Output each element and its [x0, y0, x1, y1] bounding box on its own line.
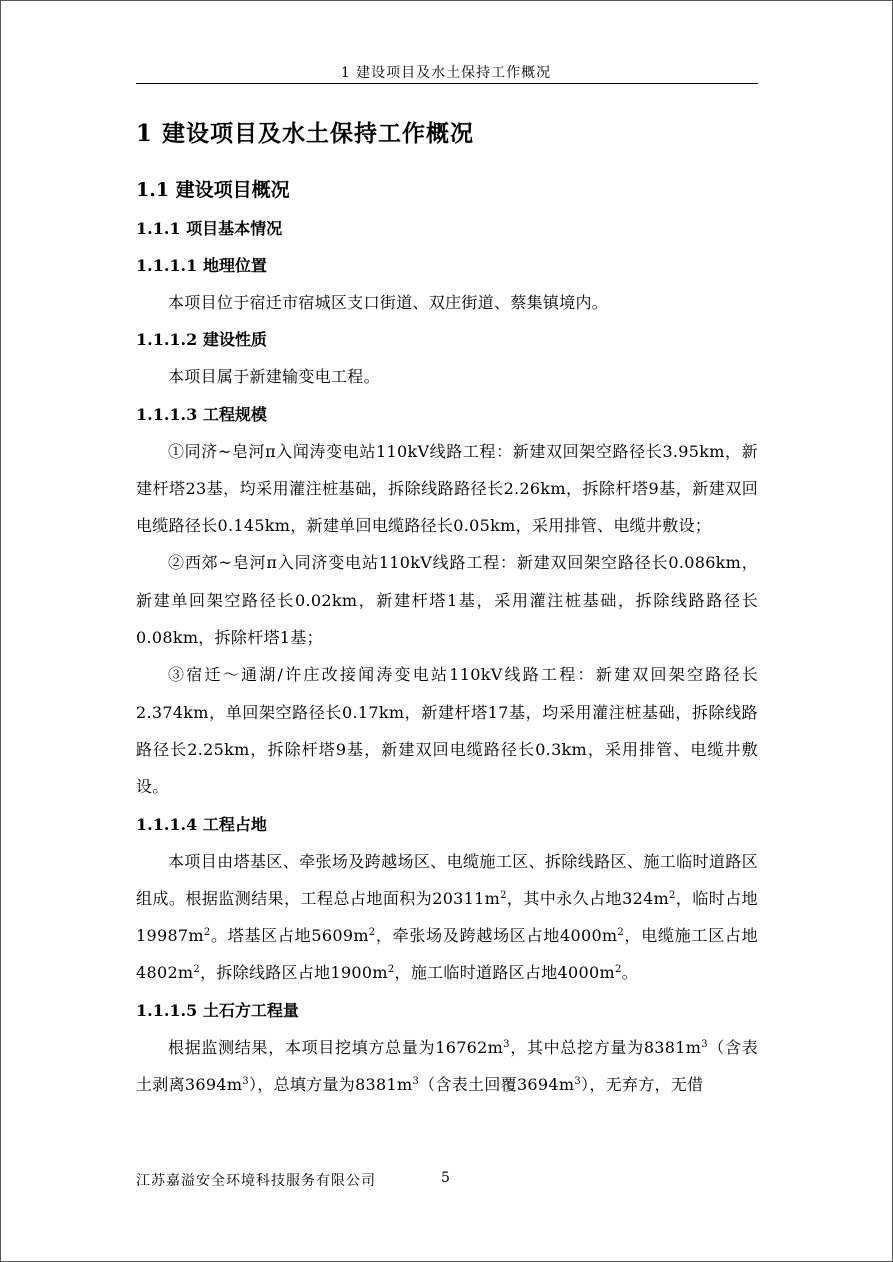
- heading-earthwork: 1.1.1.5 土石方工程量: [136, 1000, 299, 1020]
- page-footer: [136, 1170, 756, 1190]
- running-header: 1 建设项目及水土保持工作概况: [340, 65, 552, 81]
- document-body: [136, 112, 758, 1103]
- subsection-title: 1.1.1 项目基本情况: [136, 219, 283, 238]
- page-number: 5: [441, 1170, 451, 1186]
- paragraph-location: 本项目位于宿迁市宿城区支口街道、双庄街道、蔡集镇境内。: [168, 293, 609, 312]
- heading-scale: 1.1.1.3 工程规模: [136, 404, 267, 424]
- paragraph-scale-item-1: ①同济~皂河π入闻涛变电站110kV线路工程：新建双回架空路径长3.95km，新建杆塔23基，均采用灌注桩基础，拆除线路路径长2.26km，拆除杆塔9基，新建双回电缆路径长0.145km，新建单回电缆路径长0.05km，采用排管、电缆井敷设；: [136, 441, 758, 536]
- footer-company: 江苏嘉溢安全环境科技服务有限公司: [136, 1173, 376, 1189]
- header-rule: [136, 83, 758, 84]
- chapter-title: 1 建设项目及水土保持工作概况: [136, 120, 475, 147]
- paragraph-land: 本项目由塔基区、牵张场及跨越场区、电缆施工区、拆除线路区、施工临时道路区组成。根据监测结果，工程总占地面积为$20311m^2$，其中永久占地$324m^2$，临时占地$19987m^2$。塔基区占地$5609m^2$，牵张场及跨越场区占地$4000m^2$，电缆施工区占地$4802m^2$，拆除线路区占地$1900m^2$，施工临时道路区占地$4000m^2$。: [136, 851, 758, 983]
- heading-nature: 1.1.1.2 建设性质: [136, 330, 267, 350]
- paragraph-earthwork: 根据监测结果，本项目挖填方总量为$16762m^3$，其中总挖方量为$8381m^3$（含表土剥离$3694m^3$），总填方量为$8381m^3$（含表土回覆$3694m^3$），无弃方，无借: [136, 1037, 758, 1095]
- heading-land: 1.1.1.4 工程占地: [136, 814, 267, 834]
- heading-location: 1.1.1.1 地理位置: [136, 256, 267, 275]
- paragraph-scale-item-2: ②西郊~皂河π入同济变电站110kV线路工程：新建双回架空路径长0.086km，新建单回架空路径长0.02km，新建杆塔1基，采用灌注桩基础，拆除线路路径长0.08km，拆除杆塔1基；: [136, 553, 758, 648]
- paragraph-nature: 本项目属于新建输变电工程。: [168, 367, 380, 387]
- section-title: 1.1 建设项目概况: [136, 179, 290, 201]
- paragraph-scale-item-3: ③宿迁～通湖/许庄改接闻涛变电站110kV线路工程：新建双回架空路径长2.374km，单回架空路径长0.17km，新建杆塔17基，均采用灌注桩基础，拆除线路路径长2.25km，拆除杆塔9基，新建双回电缆路径长0.3km，采用排管、电缆井敷设。: [136, 665, 758, 797]
